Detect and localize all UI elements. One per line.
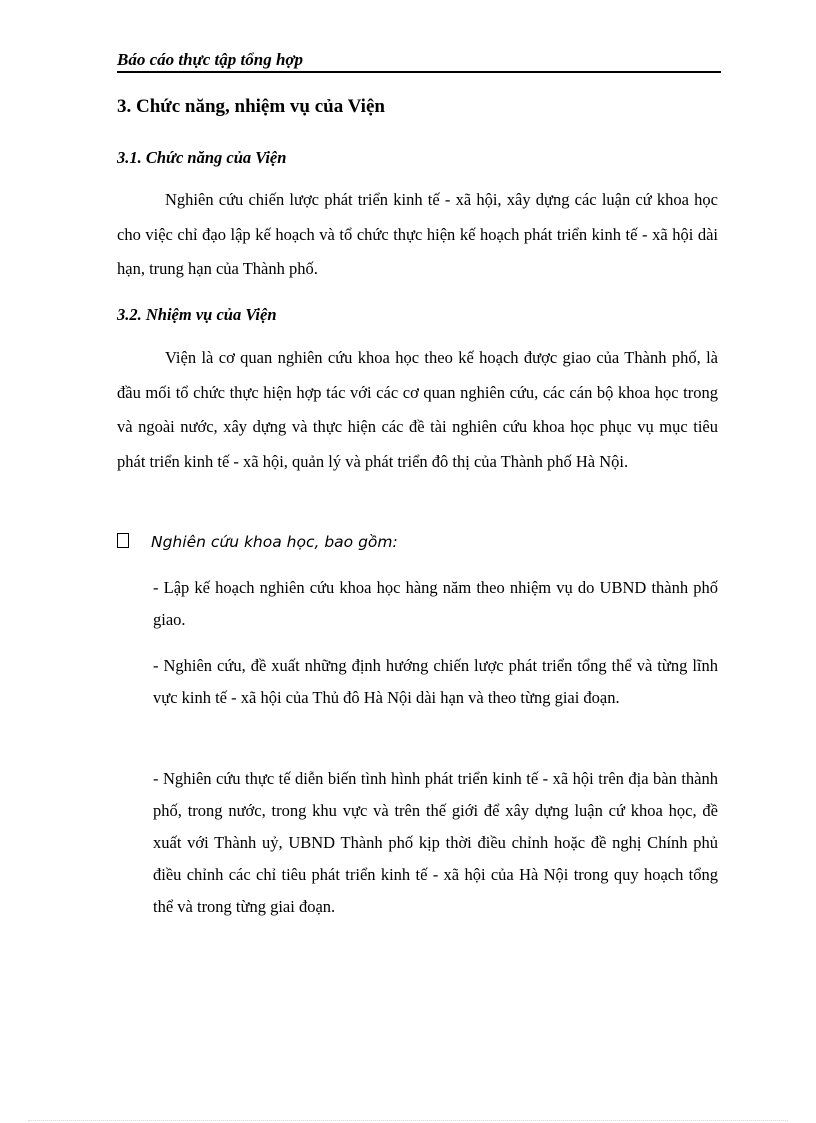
bullet-label: Nghiên cứu khoa học, bao gồm: [151, 533, 398, 551]
list-item: - Lập kế hoạch nghiên cứu khoa học hàng năm theo nhiệm vụ do UBND thành phố giao. [153, 578, 718, 629]
subsection-heading-functions: 3.1. Chức năng của Viện [117, 148, 287, 167]
bullet-item [117, 531, 718, 553]
list-item: - Nghiên cứu thực tế diễn biến tình hình phát triển kinh tế - xã hội trên địa bàn thành phố, trong nước, trong khu vực và trên thế giới để xây dựng luận cứ khoa học, đề xuất với Thành uỷ, UBND Thành phố kịp thời điều chỉnh hoặc đề nghị Chính phủ điều chỉnh các chỉ tiêu phát triển kinh tế - xã hội của Hà Nội trong quy hoạch tổng thể và trong từng giai đoạn. [153, 769, 718, 916]
duties-paragraph: Viện là cơ quan nghiên cứu khoa học theo kế hoạch được giao của Thành phố, là đầu mối tổ chức thực hiện hợp tác với các cơ quan nghiên cứu, các cán bộ khoa học trong và ngoài nước, xây dựng và thực hiện các đề tài nghiên cứu khoa học phục vụ mục tiêu phát triển kinh tế - xã hội, quản lý và phát triển đô thị của Thành phố Hà Nội. [117, 348, 718, 471]
functions-paragraph: Nghiên cứu chiến lược phát triển kinh tế - xã hội, xây dựng các luận cứ khoa học cho việc chỉ đạo lập kế hoạch và tổ chức thực hiện kế hoạch phát triển kinh tế - xã hội dài hạn, trung hạn của Thành phố. [117, 190, 718, 278]
checkbox-bullet-icon [117, 533, 129, 548]
page-bottom-divider [28, 1120, 788, 1121]
page-header: Báo cáo thực tập tổng hợp [117, 50, 721, 73]
section-heading: 3. Chức năng, nhiệm vụ của Viện [117, 96, 385, 117]
subsection-heading-duties: 3.2. Nhiệm vụ của Viện [117, 305, 277, 324]
list-item: - Nghiên cứu, đề xuất những định hướng chiến lược phát triển tổng thể và từng lĩnh vực kinh tế - xã hội của Thủ đô Hà Nội dài hạn và theo từng giai đoạn. [153, 656, 718, 707]
